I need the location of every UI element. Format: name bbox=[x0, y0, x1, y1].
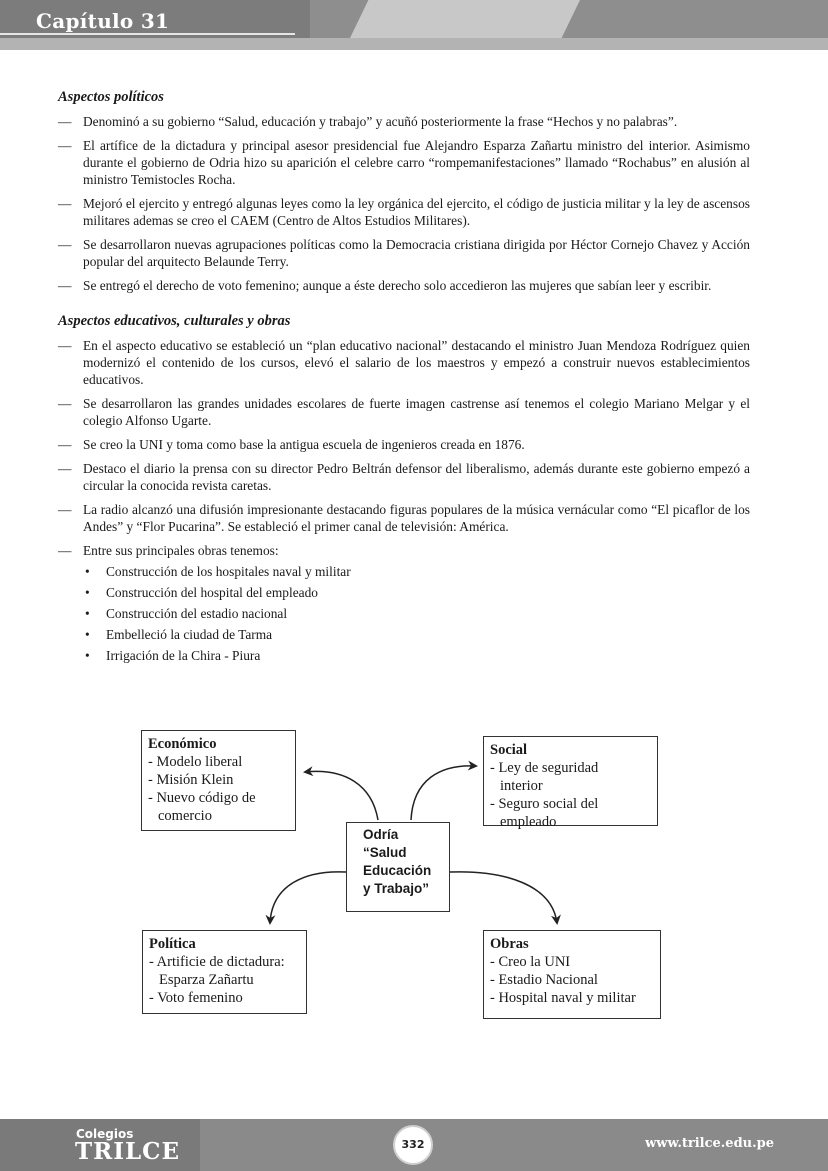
educativos-list bbox=[58, 337, 750, 559]
obras-box: Obras - Creo la UNI - Estadio Nacional - Hospital naval y militar bbox=[483, 930, 661, 1019]
economico-box: Económico - Modelo liberal - Misión Klein - Nuevo código de comercio bbox=[141, 730, 296, 831]
arrow-to-social bbox=[411, 766, 476, 820]
header-light-band bbox=[350, 0, 580, 38]
arrow-to-economico bbox=[305, 771, 378, 820]
works-item: • Irrigación de la Chira - Piura bbox=[85, 648, 261, 663]
politica-box: Política - Artificie de dictadura: Esparza Zañartu - Voto femenino bbox=[142, 930, 307, 1014]
list-item: — En el aspecto educativo se estableció un “plan educativo nacional” destacando el ministro Juan Mendoza Rodríguez quien modernizó el contenido de los cursos, elevó el salario de los maestros y empezó a construir nuevos establecimientos educativos. bbox=[58, 338, 750, 387]
arrow-to-obras bbox=[450, 872, 557, 923]
works-item: • Embelleció la ciudad de Tarma bbox=[85, 627, 273, 642]
page-number: 332 bbox=[393, 1125, 433, 1165]
arrow-to-politica bbox=[270, 872, 346, 923]
list-item: — Se creo la UNI y toma como base la antigua escuela de ingenieros creada en 1876. bbox=[58, 437, 525, 452]
economico-title: Económico bbox=[148, 736, 217, 752]
list-item: — La radio alcanzó una difusión impresionante destacando figuras populares de la música vernácular como “El picaflor de los Andes” y “Flor Pucarina”. Se estableció el primer canal de televisión: América. bbox=[58, 502, 750, 534]
list-item: — Se desarrollaron las grandes unidades escolares de fuerte imagen castrense así tenemos el colegio Mariano Melgar y el colegio Alfonso Ugarte. bbox=[58, 396, 750, 428]
social-box: Social - Ley de seguridad interior - Seguro social del empleado bbox=[483, 736, 658, 826]
header-stripe bbox=[0, 38, 828, 50]
main-content bbox=[58, 88, 750, 668]
obras-title: Obras bbox=[490, 936, 529, 952]
header-underline bbox=[0, 33, 295, 35]
social-title: Social bbox=[490, 742, 528, 758]
works-list bbox=[58, 563, 750, 664]
works-item: • Construcción del estadio nacional bbox=[85, 606, 288, 621]
list-item: — Se entregó el derecho de voto femenino; aunque a éste derecho solo accedieron las mujeres que sabían leer y escribir. bbox=[58, 278, 712, 293]
website-link[interactable]: www.trilce.edu.pe bbox=[645, 1136, 774, 1151]
list-item: — Entre sus principales obras tenemos: bbox=[58, 543, 279, 558]
brand-colegios: Colegios bbox=[76, 1127, 134, 1141]
politica-title: Política bbox=[149, 936, 196, 952]
list-item: — El artífice de la dictadura y principal asesor presidencial fue Alejandro Esparza Zañartu ministro del interior. Asimismo durante el gobierno de Odria hizo su aparición el celebre carro “rompemanifestaciones” llamado “Rochabus” en alusión al ministro Temistocles Rocha. bbox=[58, 138, 750, 187]
works-item: • Construcción del hospital del empleado bbox=[85, 585, 318, 600]
list-item: — Destaco el diario la prensa con su director Pedro Beltrán defensor del liberalismo, además durante este gobierno empezó a circular la conocida revista caretas. bbox=[58, 461, 750, 493]
list-item: — Mejoró el ejercito y entregó algunas leyes como la ley orgánica del ejercito, el código de justicia militar y la ley de ascensos militares ademas se creo el CAEM (Centro de Altos Estudios Militares). bbox=[58, 196, 750, 228]
chapter-title: Capítulo 31 bbox=[36, 9, 170, 33]
page-header bbox=[0, 0, 828, 50]
center-box-odria: Odría “Salud Educación y Trabajo” bbox=[346, 822, 450, 912]
list-item: — Denominó a su gobierno “Salud, educación y trabajo” y acuñó posteriormente la frase “Hechos y no palabras”. bbox=[58, 114, 678, 129]
brand-trilce: TRILCE bbox=[75, 1138, 180, 1165]
list-item: — Se desarrollaron nuevas agrupaciones políticas como la Democracia cristiana dirigida por Héctor Cornejo Chavez y Acción popular del arquitecto Belaunde Terry. bbox=[58, 237, 750, 269]
page-footer bbox=[0, 1119, 828, 1171]
politicos-list bbox=[58, 113, 750, 294]
works-item: • Construcción de los hospitales naval y militar bbox=[85, 564, 351, 579]
section-title-educativos: Aspectos educativos, culturales y obras bbox=[58, 313, 291, 329]
section-title-politicos: Aspectos políticos bbox=[58, 89, 164, 105]
